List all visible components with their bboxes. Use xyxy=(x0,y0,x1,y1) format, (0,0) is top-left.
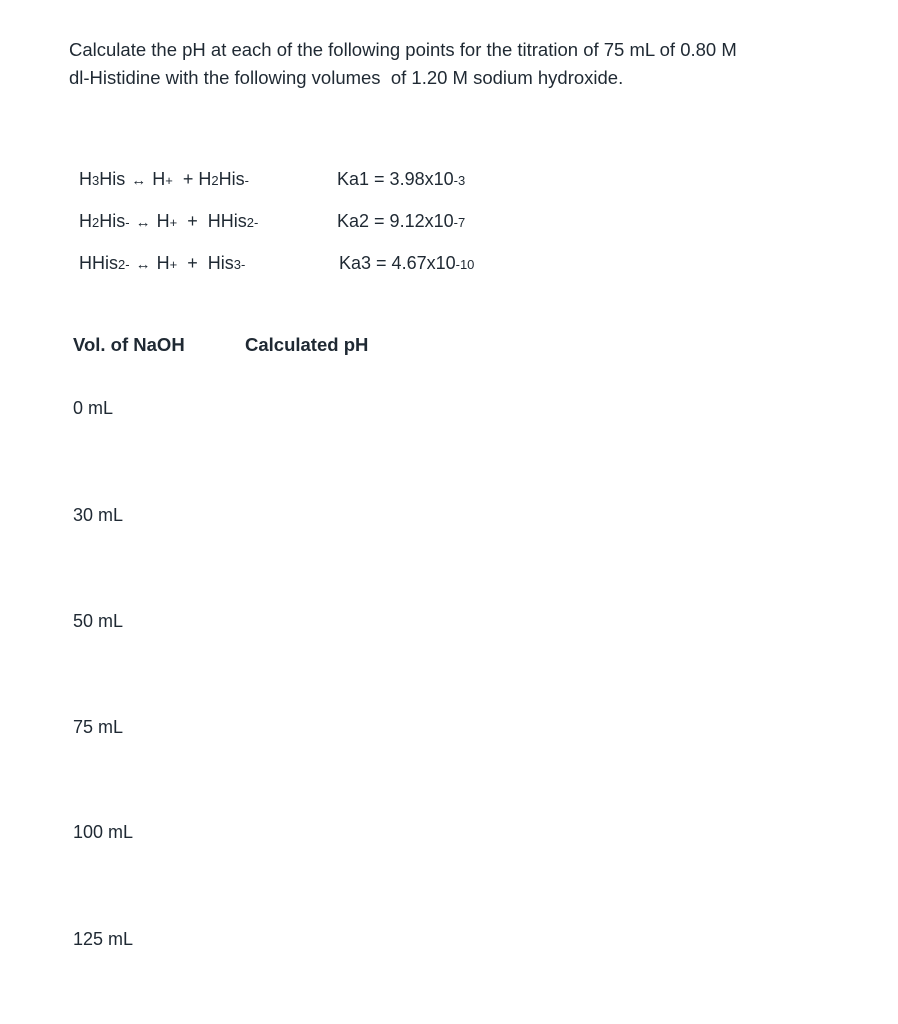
eq3-proton: H xyxy=(156,253,170,273)
ka3-exponent: -10 xyxy=(455,257,475,272)
volume-row-100: 100 mL xyxy=(73,822,134,842)
volume-row-125: 125 mL xyxy=(73,929,134,949)
problem-line-2: dl-Histidine with the following volumes of 1.20 M sodium hydroxide. xyxy=(69,67,624,88)
equilibrium-3 xyxy=(69,232,245,274)
eq3-proton-charge: + xyxy=(169,257,178,272)
eq1-product-sub: 2 xyxy=(211,173,219,188)
problem-line-1: Calculate the pH at each of the following points for the titration of 75 mL of 0.80 M xyxy=(69,39,737,60)
volume-row-75: 75 mL xyxy=(73,717,124,737)
volume-column-header: Vol. of NaOH xyxy=(73,334,185,355)
ph-column-header: Calculated pH xyxy=(245,334,369,355)
problem-statement xyxy=(69,36,849,92)
eq1-product-charge: - xyxy=(244,173,249,188)
eq1-product: H xyxy=(198,169,212,189)
ka3-label: Ka3 = 4.67x10 xyxy=(339,253,456,273)
eq2-proton: H xyxy=(156,211,170,231)
volume-row-50: 50 mL xyxy=(73,611,124,631)
eq1-reactant-tail: His xyxy=(99,169,126,189)
eq1-reactant-sub: 3 xyxy=(92,173,100,188)
eq2-reactant-charge: - xyxy=(125,215,130,230)
volume-row-30: 30 mL xyxy=(73,505,124,525)
ka1-value xyxy=(327,148,465,190)
eq2-product-sub: 2- xyxy=(246,215,259,230)
eq2-plus: + xyxy=(187,211,198,231)
eq1-product-tail: His xyxy=(218,169,245,189)
eq1-proton: H xyxy=(152,169,166,189)
eq3-reactant: HHis xyxy=(79,253,119,273)
eq3-reactant-sub: 2- xyxy=(118,257,130,272)
volume-row-0: 0 mL xyxy=(73,398,114,418)
eq2-reactant: H xyxy=(79,211,93,231)
eq3-product: His xyxy=(207,253,234,273)
ka1-label: Ka1 = 3.98x10 xyxy=(337,169,454,189)
eq3-plus: + xyxy=(187,253,198,273)
ka2-label: Ka2 = 9.12x10 xyxy=(337,211,454,231)
eq1-plus: + xyxy=(182,169,194,189)
equilibrium-arrow-icon: ↔ xyxy=(135,256,151,273)
eq3-product-sub: 3- xyxy=(233,257,246,272)
equilibrium-1 xyxy=(69,148,249,190)
eq1-proton-charge: + xyxy=(165,173,173,188)
eq2-reactant-sub: 2 xyxy=(92,215,100,230)
eq1-reactant: H xyxy=(79,169,93,189)
ka1-exponent: -3 xyxy=(453,173,466,188)
equilibrium-2 xyxy=(69,190,258,232)
ka2-exponent: -7 xyxy=(453,215,466,230)
eq2-product: HHis xyxy=(207,211,247,231)
ka3-value xyxy=(329,232,474,274)
ka2-value xyxy=(327,190,465,232)
equilibrium-arrow-icon: ↔ xyxy=(131,172,147,189)
eq2-proton-charge: + xyxy=(169,215,178,230)
equilibrium-arrow-icon: ↔ xyxy=(135,214,151,231)
eq2-reactant-tail: His xyxy=(99,211,126,231)
